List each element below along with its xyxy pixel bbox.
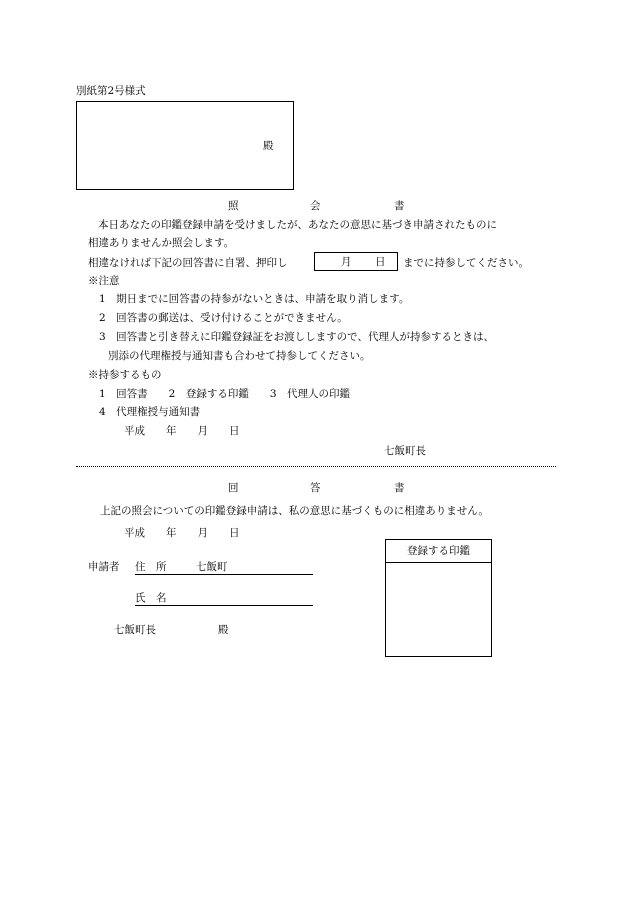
deadline-date-box: [314, 252, 398, 271]
inquiry-para1-line1: 本日あなたの印鑑登録申請を受けましたが、あなたの意思に基づき申請されたものに: [98, 219, 497, 231]
inquiry-date-line: 平成 年 月 日: [124, 425, 240, 437]
notes-heading: ※注意: [88, 275, 120, 287]
inquiry-para1-line2: 相違ありませんか照会します。: [88, 237, 235, 249]
cut-line: [76, 466, 556, 467]
seal-box-title: 登録する印鑑: [386, 540, 491, 563]
deadline-suffix: までに持参してください。: [403, 257, 529, 269]
reply-honorific: 殿: [218, 624, 229, 636]
reply-title-char-2: 答: [310, 482, 321, 494]
applicant-label: 申請者: [88, 561, 120, 573]
note-item-2: 2 回答書の郵送は、受け付けることができません。: [99, 312, 348, 324]
bring-line-2: 4 代理権授与通知書: [99, 406, 201, 418]
address-label: 住 所: [135, 561, 167, 573]
name-underline: [135, 605, 313, 606]
reply-title-char-3: 書: [394, 482, 405, 494]
name-label: 氏 名: [135, 592, 167, 604]
seal-box: [385, 539, 492, 657]
deadline-prefix: 相違なければ下記の回答書に自署、押印し: [88, 257, 288, 269]
address-honorific: 殿: [263, 140, 274, 152]
note-item-3: 3 回答書と引き替えに印鑑登録証をお渡ししますので、代理人が持参するときは、: [99, 331, 494, 343]
inquiry-issuer: 七飯町長: [384, 445, 426, 457]
reply-title-char-1: 回: [228, 482, 239, 494]
address-value: 七飯町: [196, 561, 228, 573]
bring-line-1: 1 回答書 2 登録する印鑑 3 代理人の印鑑: [99, 388, 351, 400]
address-box: [76, 101, 294, 190]
note-item-1: 1 期日までに回答書の持参がないときは、申請を取り消します。: [99, 293, 410, 305]
form-label: 別紙第2号様式: [76, 85, 146, 97]
reply-date-line: 平成 年 月 日: [124, 527, 240, 539]
bring-heading: ※持参するもの: [88, 369, 162, 381]
reply-addressee: 七飯町長: [114, 624, 156, 636]
reply-statement: 上記の照会についての印鑑登録申請は、私の意思に基づくものに相違ありません。: [100, 505, 489, 517]
note-item-3-cont: 別添の代理権授与通知書も合わせて持参してください。: [108, 350, 371, 362]
inquiry-title-char-1: 照: [228, 200, 239, 212]
deadline-month: 月: [341, 256, 352, 268]
address-underline: [135, 574, 313, 575]
deadline-day: 日: [375, 256, 386, 268]
inquiry-title-char-3: 書: [394, 200, 405, 212]
inquiry-title-char-2: 会: [310, 200, 321, 212]
